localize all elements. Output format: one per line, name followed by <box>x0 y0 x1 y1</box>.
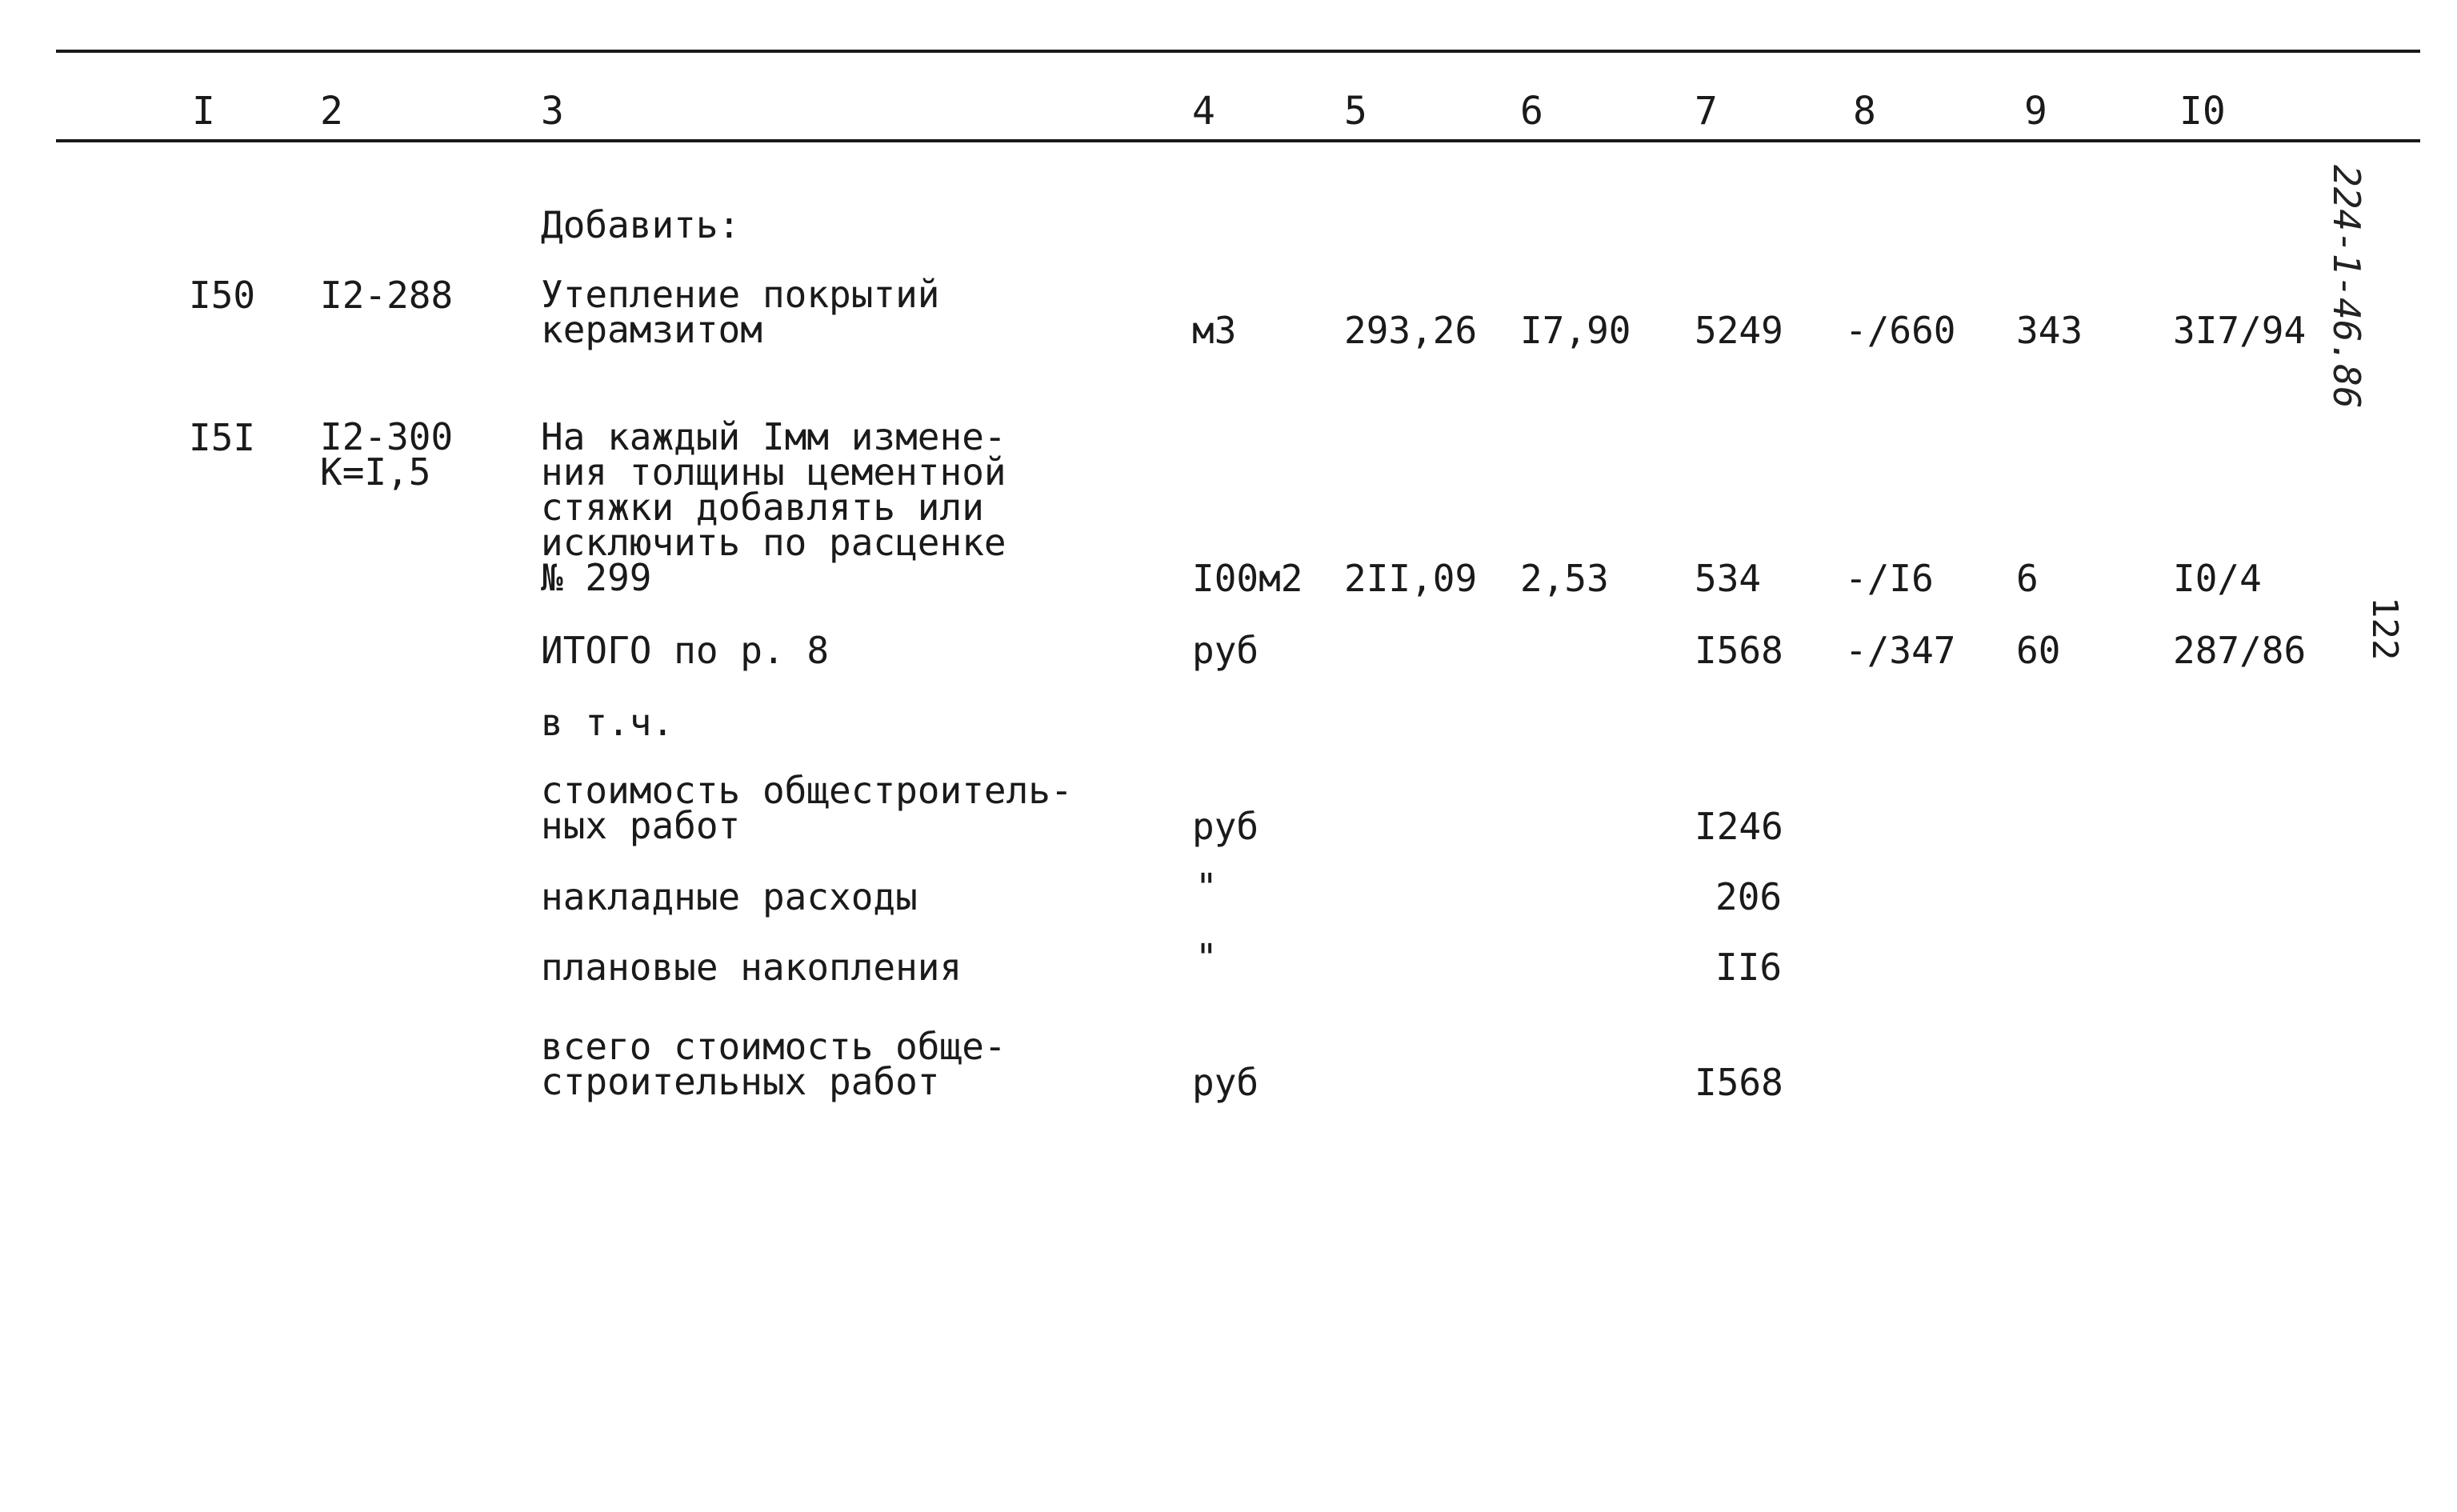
col-header-3: 3 <box>541 89 564 134</box>
col-header-10: I0 <box>2179 89 2226 134</box>
unit-price: 2,53 <box>1520 557 1609 600</box>
quantity: 2II,09 <box>1344 557 1478 600</box>
page-number: 122 <box>2364 597 2405 661</box>
row-number: I5I <box>189 416 256 459</box>
top-rule <box>56 50 2420 53</box>
ditto-mark: " <box>1195 866 1218 909</box>
total-cost: I568 <box>1695 629 1783 672</box>
breakdown-label: накладные расходы <box>541 875 918 918</box>
ditto-mark: " <box>1195 936 1218 979</box>
col-8-value: -/660 <box>1845 309 1956 352</box>
work-description: На каждый Iмм измене- ния толщины цементной стяжки добавлять или исключить по расценке № 299 <box>541 415 1006 599</box>
col-9-value: 343 <box>2016 309 2083 352</box>
total-cost: 206 <box>1715 875 1783 918</box>
col-10-value: 3I7/94 <box>2173 309 2307 352</box>
document-number: 224-1-46.86 <box>2325 165 2368 409</box>
row-number: I50 <box>189 274 256 317</box>
including-label: в т.ч. <box>541 701 674 744</box>
unit-price: I7,90 <box>1520 309 1631 352</box>
total-cost: I568 <box>1695 1061 1783 1104</box>
breakdown-label: стоимость общестроитель- ных работ <box>541 769 1073 847</box>
col-9-value: 60 <box>2016 629 2061 672</box>
quantity: 293,26 <box>1344 309 1478 352</box>
breakdown-label: плановые накопления <box>541 946 962 989</box>
unit: I00м2 <box>1192 557 1303 600</box>
col-10-value: I0/4 <box>2173 557 2262 600</box>
col-header-8: 8 <box>1853 89 1876 134</box>
work-description: Утепление покрытий керамзитом <box>541 273 940 351</box>
total-cost: 534 <box>1695 557 1762 600</box>
col-header-6: 6 <box>1520 89 1543 134</box>
col-header-4: 4 <box>1192 89 1215 134</box>
rate-code: I2-288 <box>320 274 454 317</box>
col-header-5: 5 <box>1344 89 1367 134</box>
total-cost: 5249 <box>1695 309 1783 352</box>
col-header-1: I <box>192 89 215 134</box>
unit: руб <box>1192 1061 1259 1104</box>
total-cost: II6 <box>1715 946 1783 989</box>
col-8-value: -/347 <box>1845 629 1956 672</box>
unit: руб <box>1192 629 1259 672</box>
breakdown-label: всего стоимость обще- строительных работ <box>541 1025 1006 1103</box>
col-header-7: 7 <box>1695 89 1718 134</box>
col-header-9: 9 <box>2024 89 2047 134</box>
rate-code: I2-300 К=I,5 <box>320 415 454 494</box>
add-label: Добавить: <box>541 203 741 246</box>
col-header-2: 2 <box>320 89 343 134</box>
col-9-value: 6 <box>2016 557 2039 600</box>
header-rule <box>56 139 2420 142</box>
col-8-value: -/I6 <box>1845 557 1934 600</box>
col-10-value: 287/86 <box>2173 629 2307 672</box>
total-cost: I246 <box>1695 805 1783 848</box>
total-label: ИТОГО по р. 8 <box>541 629 830 672</box>
unit: м3 <box>1192 309 1237 352</box>
unit: руб <box>1192 805 1259 848</box>
